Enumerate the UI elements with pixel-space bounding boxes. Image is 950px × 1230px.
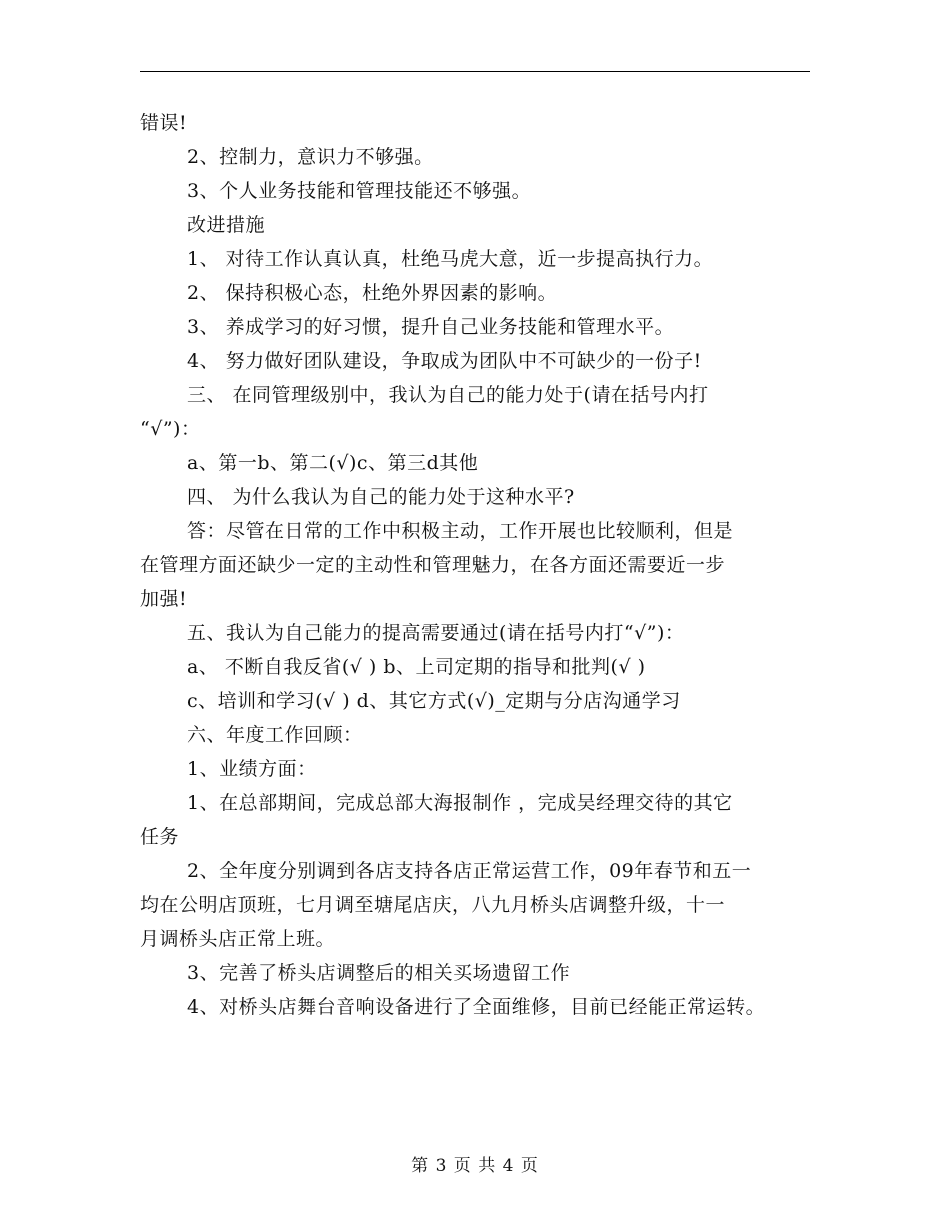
text-line: a、第一b、第二(√)c、第三d其他 bbox=[187, 452, 479, 474]
text-line: 1、在总部期间，完成总部大海报制作 ，完成吴经理交待的其它 bbox=[187, 792, 733, 814]
text-line: 2、 保持积极心态，杜绝外界因素的影响。 bbox=[187, 282, 558, 304]
header-rule bbox=[140, 71, 810, 72]
text-line: 答：尽管在日常的工作中积极主动，工作开展也比较顺利，但是 bbox=[187, 520, 734, 542]
text-line: a、 不断自我反省(√ ) b、上司定期的指导和批判(√ ) bbox=[187, 656, 646, 678]
text-line: 2、控制力，意识力不够强。 bbox=[187, 146, 434, 168]
text-line: 错误! bbox=[140, 112, 188, 134]
text-line: 三、 在同管理级别中，我认为自己的能力处于(请在括号内打 bbox=[187, 384, 709, 406]
text-line: 六、年度工作回顾： bbox=[187, 724, 363, 746]
text-line: 3、个人业务技能和管理技能还不够强。 bbox=[187, 180, 532, 202]
document-body bbox=[140, 106, 840, 1024]
text-line: 1、业绩方面： bbox=[187, 758, 317, 780]
text-line: 任务 bbox=[140, 826, 180, 848]
text-line: 3、 养成学习的好习惯，提升自己业务技能和管理水平。 bbox=[187, 316, 675, 338]
text-line: 1、 对待工作认真认真，杜绝马虎大意，近一步提高执行力。 bbox=[187, 248, 714, 270]
text-line: 改进措施 bbox=[187, 214, 266, 236]
text-line: 3、完善了桥头店调整后的相关买场遗留工作 bbox=[187, 962, 571, 984]
text-line: 月调桥头店正常上班。 bbox=[140, 928, 336, 950]
text-line: 4、对桥头店舞台音响设备进行了全面维修，目前已经能正常运转。 bbox=[187, 996, 766, 1018]
text-line: 四、 为什么我认为自己的能力处于这种水平? bbox=[187, 486, 575, 508]
text-line: 4、 努力做好团队建设，争取成为团队中不可缺少的一份子! bbox=[187, 350, 702, 372]
page-number-footer: 第 3 页 共 4 页 bbox=[411, 1156, 539, 1176]
text-line: “√”)： bbox=[140, 418, 201, 440]
text-line: 均在公明店顶班，七月调至塘尾店庆，八九月桥头店调整升级，十一 bbox=[140, 894, 726, 916]
text-line: c、培训和学习(√ ) d、其它方式(√)_定期与分店沟通学习 bbox=[187, 690, 681, 712]
text-line: 五、我认为自己能力的提高需要通过(请在括号内打“√”)： bbox=[187, 622, 685, 644]
text-line: 在管理方面还缺少一定的主动性和管理魅力，在各方面还需要近一步 bbox=[140, 554, 726, 576]
text-line: 加强! bbox=[140, 588, 188, 610]
text-line: 2、全年度分别调到各店支持各店正常运营工作，09年春节和五一 bbox=[187, 860, 752, 882]
